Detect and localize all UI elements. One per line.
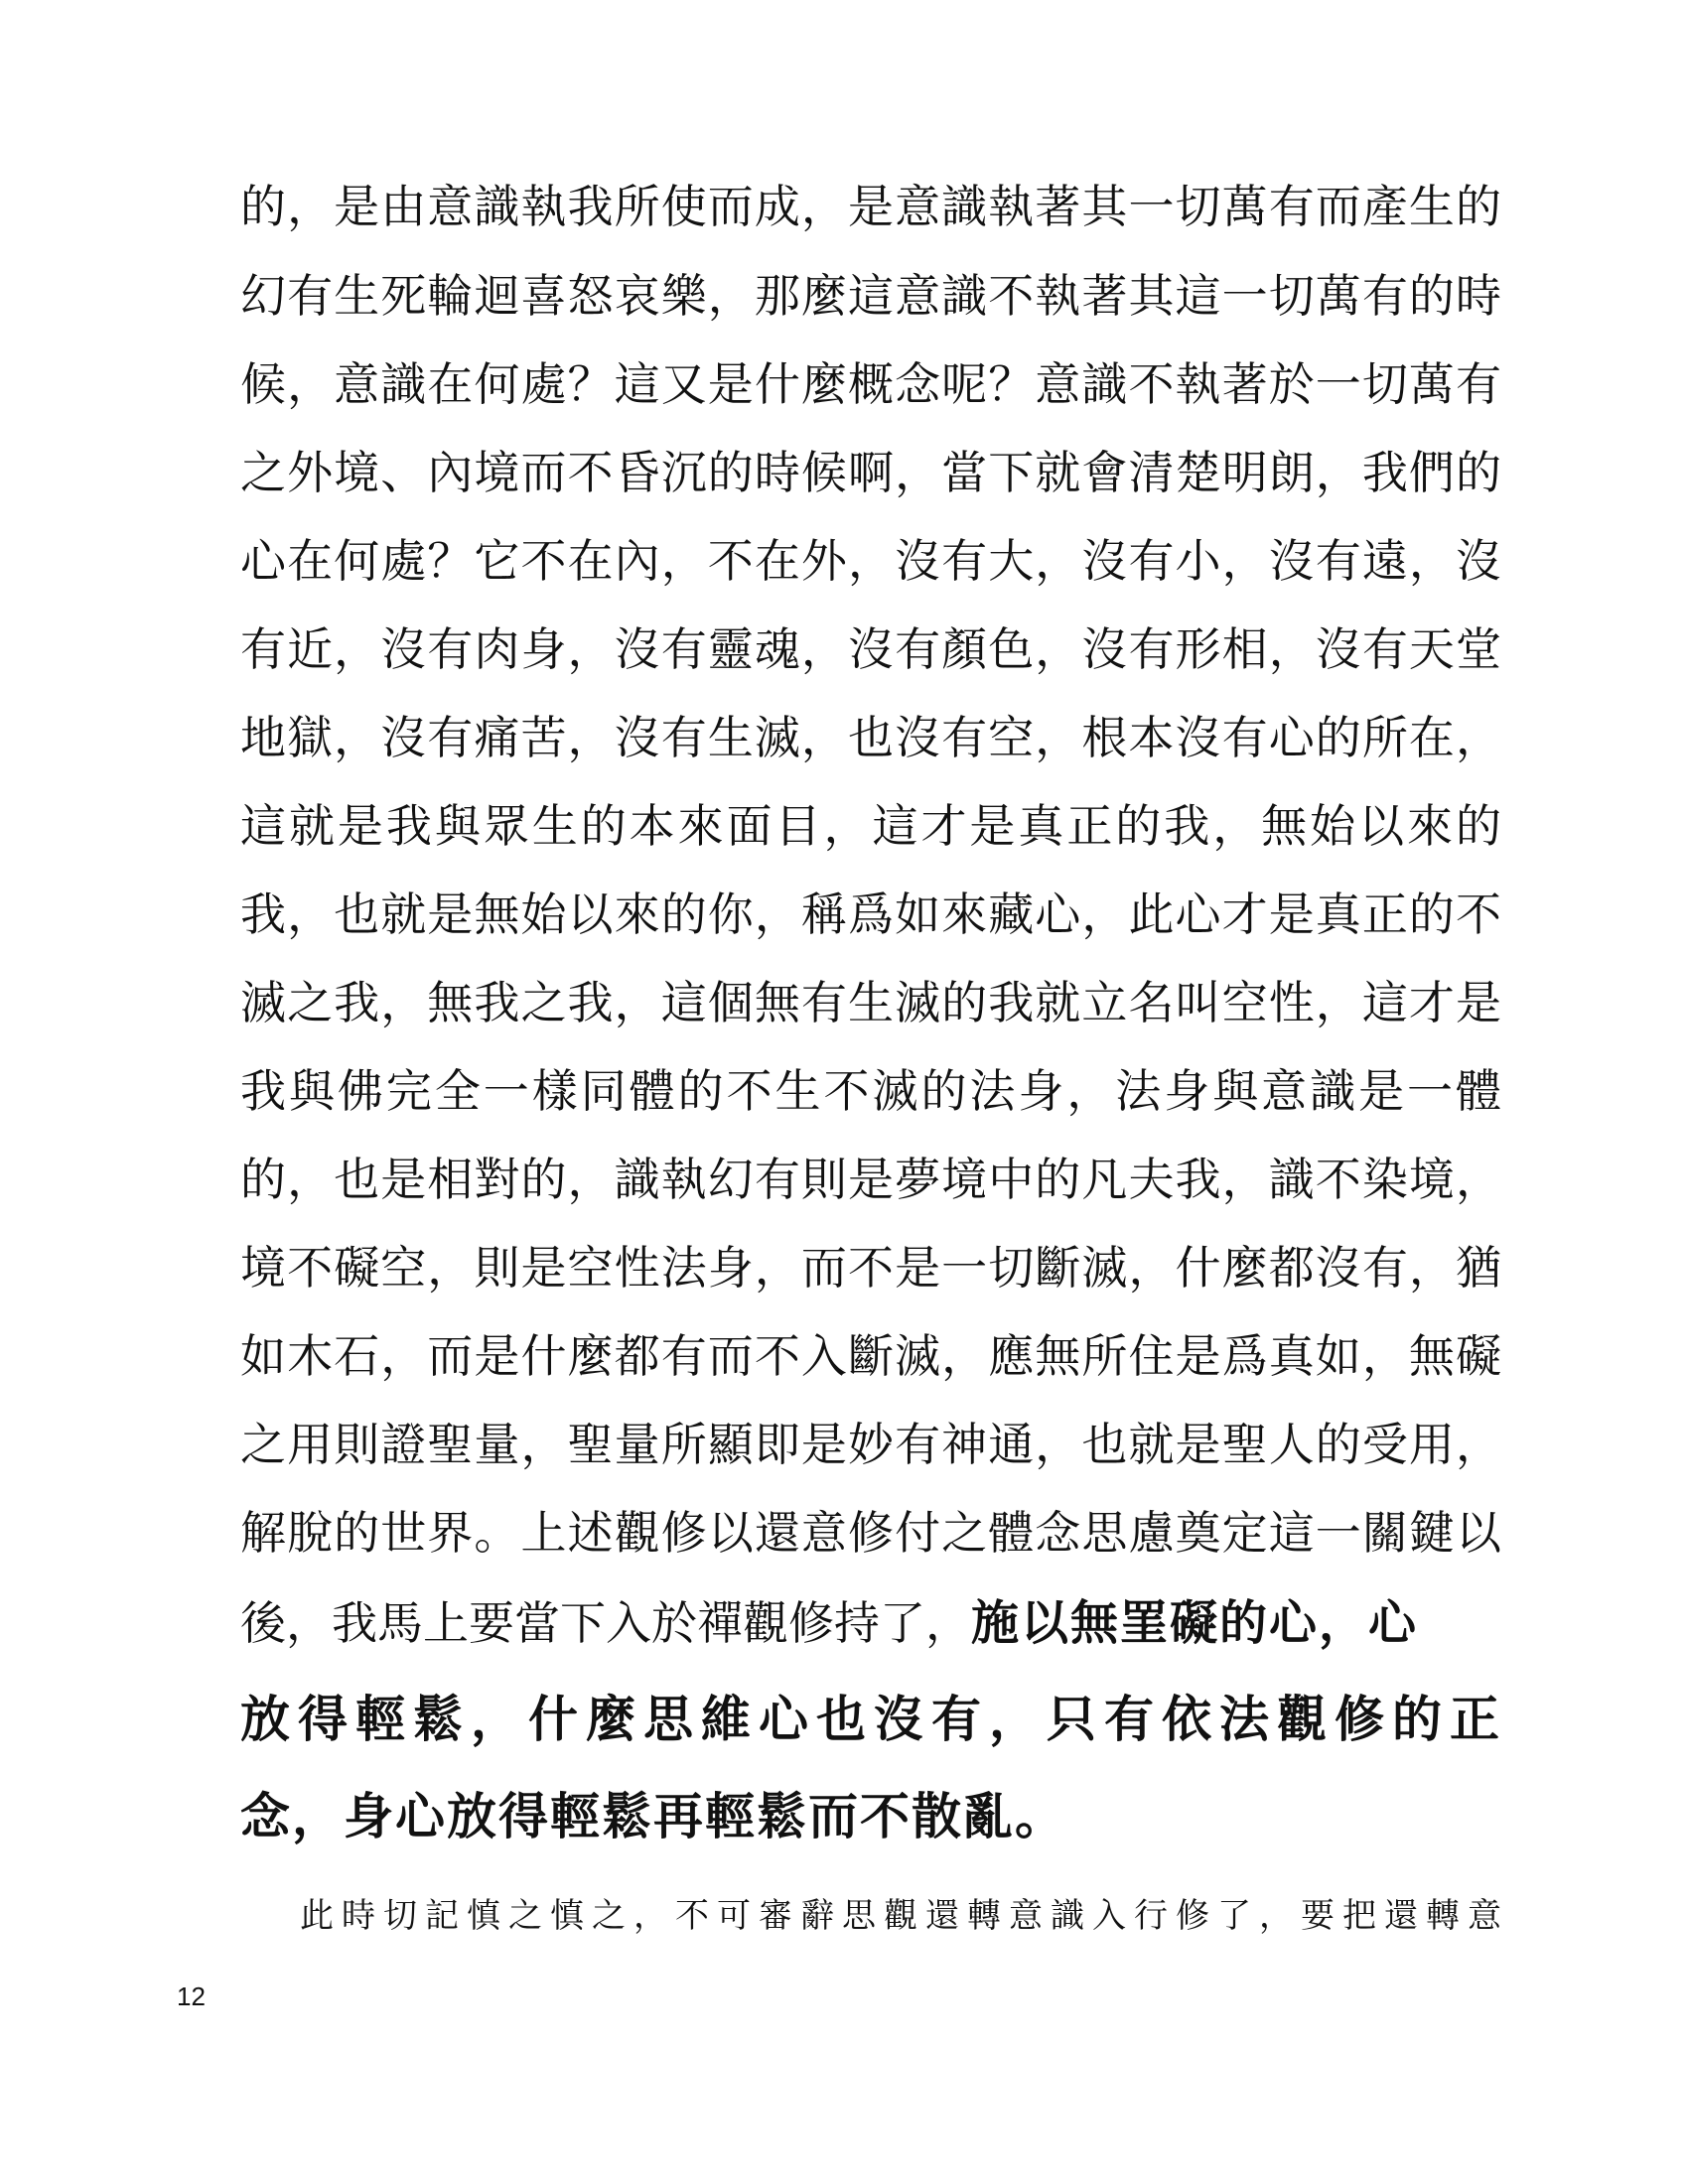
bold-text-line: 放得輕鬆，什麼思維心也沒有，只有依法觀修的正: [240, 1691, 1501, 1748]
footnote-line: 此時切記慎之慎之，不可審辭思觀還轉意識入行修了，要把還轉意: [300, 1896, 1501, 1936]
text-line: 幻有生死輪迴喜怒哀樂，那麼這意識不執著其這一切萬有的時: [240, 269, 1501, 323]
text-line: 境不礙空，則是空性法身，而不是一切斷滅，什麼都沒有，猶: [240, 1241, 1501, 1295]
page-number: 12: [177, 1981, 206, 2011]
text-line: 有近，沒有肉身，沒有靈魂，沒有顏色，沒有形相，沒有天堂: [240, 622, 1501, 676]
text-line: 之外境、內境而不昏沉的時候啊，當下就會清楚明朗，我們的: [240, 446, 1501, 499]
text-line: 我，也就是無始以來的你，稱爲如來藏心，此心才是真正的不: [240, 887, 1501, 941]
text-line: 的，是由意識執我所使而成，是意識執著其一切萬有而產生的: [240, 180, 1501, 233]
text-line: 解脫的世界。上述觀修以還意修付之體念思慮奠定這一關鍵以: [240, 1506, 1501, 1560]
mixed-line-bold: 施以無罣礙的心，心: [971, 1595, 1419, 1651]
text-line: 這就是我與眾生的本來面目，這才是真正的我，無始以來的: [240, 799, 1501, 853]
bold-text-line: 念，身心放得輕鬆再輕鬆而不散亂。: [240, 1788, 1066, 1845]
text-line: 之用則證聖量，聖量所顯即是妙有神通，也就是聖人的受用，: [240, 1418, 1501, 1471]
text-line: 如木石，而是什麼都有而不入斷滅，應無所住是爲真如，無礙: [240, 1329, 1501, 1383]
text-line: 我與佛完全一樣同體的不生不滅的法身，法身與意識是一體: [240, 1064, 1501, 1118]
mixed-line-regular: 後，我馬上要當下入於禪觀修持了，: [240, 1596, 971, 1650]
text-line: 的，也是相對的，識執幻有則是夢境中的凡夫我，識不染境，: [240, 1153, 1501, 1206]
text-line: 候，意識在何處？這又是什麼概念呢？意識不執著於一切萬有: [240, 357, 1501, 411]
mixed-text-line: [240, 1593, 1501, 1653]
text-line: 地獄，沒有痛苦，沒有生滅，也沒有空，根本沒有心的所在，: [240, 711, 1501, 764]
text-line: 滅之我，無我之我，這個無有生滅的我就立名叫空性，這才是: [240, 976, 1501, 1029]
text-line: 心在何處？它不在內，不在外，沒有大，沒有小，沒有遠，沒: [240, 534, 1501, 588]
